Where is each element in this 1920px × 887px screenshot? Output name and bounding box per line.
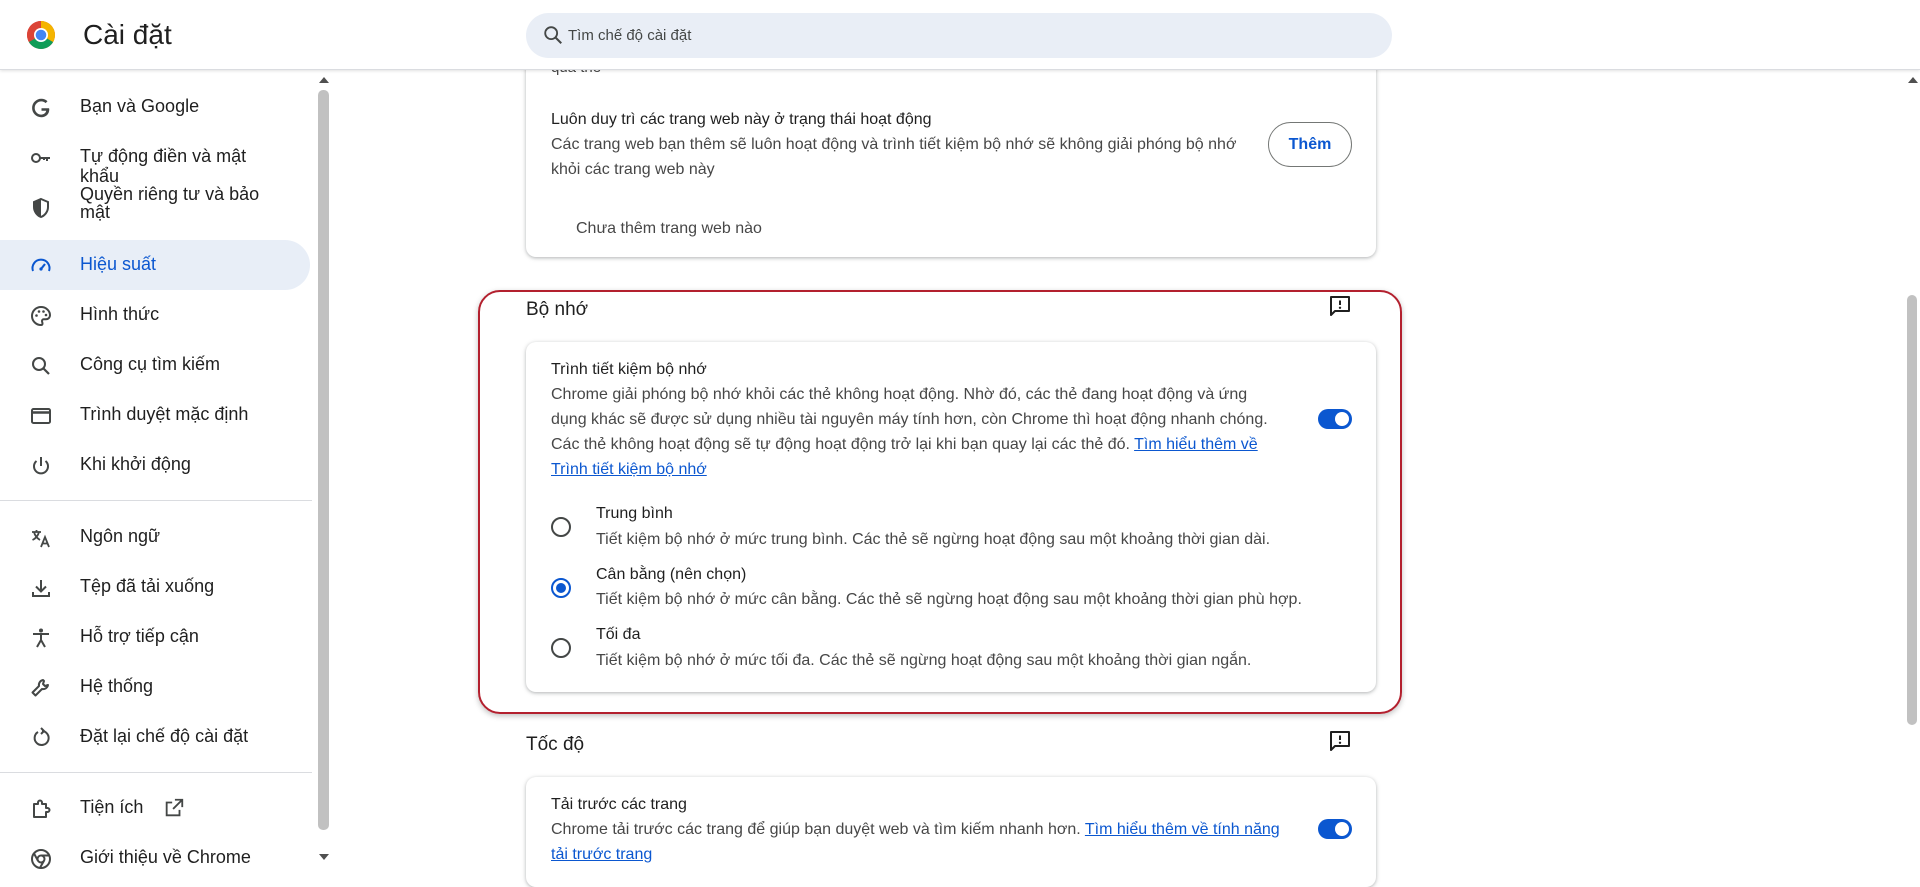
sidebar-item-label: Khi khởi động xyxy=(80,454,191,474)
google-icon xyxy=(29,96,53,120)
power-icon xyxy=(29,454,53,478)
preload-desc: Chrome tải trước các trang để giúp bạn duyệt web và tìm kiếm nhanh hơn. xyxy=(551,821,1081,838)
download-icon xyxy=(29,576,53,600)
keep-active-desc-line1: Các trang web bạn thêm sẽ luôn hoạt động và trình tiết kiệm bộ nhớ sẽ không giải phóng bộ nhớ xyxy=(551,136,1237,153)
sidebar-item-system[interactable] xyxy=(0,662,310,712)
memory-saver-link-row xyxy=(551,457,707,482)
sidebar-item-label: Bạn và Google xyxy=(80,96,200,116)
sidebar-divider xyxy=(0,500,312,501)
search-input[interactable] xyxy=(568,13,1368,58)
reset-icon xyxy=(29,726,53,750)
sidebar-item-you-and-google[interactable] xyxy=(0,82,310,132)
sidebar-item-label: Trình duyệt mặc định xyxy=(80,404,249,424)
feedback-icon[interactable] xyxy=(1328,729,1352,753)
sidebar-divider xyxy=(0,772,312,773)
option-maximum-label: Tối đa xyxy=(596,626,641,643)
sidebar-item-search-engine[interactable] xyxy=(0,340,310,390)
sidebar-item-label: Hình thức xyxy=(80,304,160,324)
search-icon xyxy=(29,354,53,378)
top-bar xyxy=(0,0,1920,70)
sidebar-item-label: Hệ thống xyxy=(80,676,154,696)
sidebar-item-label: Tiện ích xyxy=(80,797,144,817)
learn-more-link[interactable]: Tìm hiểu thêm về xyxy=(1134,436,1258,453)
memory-section-title: Bộ nhớ xyxy=(526,299,589,320)
preload-learn-more-link[interactable]: Tìm hiểu thêm về tính năng xyxy=(1084,821,1280,838)
open-in-new-icon xyxy=(163,797,185,819)
sidebar-item-label: Công cụ tìm kiếm xyxy=(80,354,221,374)
palette-icon xyxy=(29,304,53,328)
scroll-up-arrow-icon[interactable] xyxy=(1907,75,1919,85)
sidebar-item-label: Quyền riêng tư và bảo mật xyxy=(80,184,260,222)
sidebar xyxy=(0,70,318,869)
radio-balanced[interactable] xyxy=(551,578,571,598)
sidebar-item-on-startup[interactable] xyxy=(0,440,310,490)
accessibility-icon xyxy=(29,626,53,650)
sidebar-item-label: Ngôn ngữ xyxy=(80,526,161,546)
sidebar-item-label: Hỗ trợ tiếp cận xyxy=(80,626,199,646)
keep-active-card xyxy=(526,50,1376,257)
wrench-icon xyxy=(29,676,53,700)
preload-card xyxy=(526,777,1376,887)
sidebar-item-default-browser[interactable] xyxy=(0,390,310,440)
sidebar-item-performance[interactable] xyxy=(0,240,310,290)
preload-learn-more-link-cont[interactable]: tải trước trang xyxy=(551,846,653,863)
preload-title: Tải trước các trang xyxy=(551,796,687,813)
sidebar-item-appearance[interactable] xyxy=(0,290,310,340)
sidebar-item-downloads[interactable] xyxy=(0,562,310,612)
sidebar-item-languages[interactable] xyxy=(0,512,310,562)
speed-gauge-icon xyxy=(29,254,53,278)
shield-icon xyxy=(29,196,53,220)
sidebar-item-accessibility[interactable] xyxy=(0,612,310,662)
browser-window-icon xyxy=(29,404,53,428)
preload-toggle[interactable] xyxy=(1318,819,1352,839)
sidebar-scrollbar-thumb[interactable] xyxy=(318,90,329,830)
keep-active-title: Luôn duy trì các trang web này ở trạng thái hoạt động xyxy=(551,111,932,128)
search-box[interactable] xyxy=(526,13,1392,58)
sidebar-item-label: Tệp đã tải xuống xyxy=(80,576,215,596)
memory-saver-desc-line3-row xyxy=(551,432,1258,457)
preload-link-row xyxy=(551,842,652,867)
option-moderate-desc: Tiết kiệm bộ nhớ ở mức trung bình. Các thẻ sẽ ngừng hoạt động sau một khoảng thời gian dài. xyxy=(596,531,1271,548)
main-scrollbar-thumb[interactable] xyxy=(1907,295,1917,725)
memory-saver-card xyxy=(526,342,1376,692)
search-icon xyxy=(542,24,564,46)
memory-saver-desc-line3: Các thẻ không hoạt động sẽ tự động hoạt động trở lại khi bạn quay lại các thẻ đó. xyxy=(551,436,1130,453)
option-balanced-desc: Tiết kiệm bộ nhớ ở mức cân bằng. Các thẻ sẽ ngừng hoạt động sau một khoảng thời gian phù hợp. xyxy=(596,591,1302,608)
page-title: Cài đặt xyxy=(83,19,172,50)
option-balanced-label: Cân bằng (nên chọn) xyxy=(596,566,747,583)
memory-saver-title: Trình tiết kiệm bộ nhớ xyxy=(551,361,707,378)
radio-maximum[interactable] xyxy=(551,638,571,658)
memory-saver-toggle[interactable] xyxy=(1318,409,1352,429)
memory-saver-desc-line1: Chrome giải phóng bộ nhớ khỏi các thẻ không hoạt động. Nhờ đó, các thẻ đang hoạt động và ứng xyxy=(551,386,1248,403)
sidebar-item-label: Hiệu suất xyxy=(80,254,157,274)
learn-more-link-cont[interactable]: Trình tiết kiệm bộ nhớ xyxy=(551,461,707,478)
translate-icon xyxy=(29,526,53,550)
extension-icon xyxy=(29,797,53,821)
sidebar-item-reset[interactable] xyxy=(0,712,310,762)
option-maximum-desc: Tiết kiệm bộ nhớ ở mức tối đa. Các thẻ sẽ ngừng hoạt động sau một khoảng thời gian ngắn. xyxy=(596,652,1252,669)
sidebar-item-privacy[interactable] xyxy=(0,182,310,232)
chrome-icon xyxy=(29,847,53,871)
sidebar-item-label: Giới thiệu về Chrome xyxy=(80,847,251,867)
feedback-icon[interactable] xyxy=(1328,294,1352,318)
add-site-button[interactable]: Thêm xyxy=(1268,122,1352,167)
scroll-up-arrow-icon[interactable] xyxy=(318,75,330,85)
sidebar-item-autofill[interactable] xyxy=(0,132,310,186)
memory-saver-desc-line2: dụng khác sẽ được sử dụng nhiều tài nguyên máy tính hơn, còn Chrome thì hoạt động nhanh chóng. xyxy=(551,411,1268,428)
option-moderate-label: Trung bình xyxy=(596,505,673,522)
chrome-logo-icon xyxy=(26,20,56,50)
empty-sites-text: Chưa thêm trang web nào xyxy=(576,220,762,237)
sidebar-item-about-chrome[interactable] xyxy=(0,833,310,883)
speed-section-title: Tốc độ xyxy=(526,734,585,755)
sidebar-item-label: Tự động điền và mật khẩu xyxy=(80,146,247,186)
sidebar-item-label: Đặt lại chế độ cài đặt xyxy=(80,726,249,746)
radio-moderate[interactable] xyxy=(551,517,571,537)
keep-active-desc-line2: khỏi các trang web này xyxy=(551,161,715,178)
preload-desc-row xyxy=(551,817,1280,842)
sidebar-item-extensions[interactable] xyxy=(0,783,310,833)
scroll-down-arrow-icon[interactable] xyxy=(318,852,330,862)
key-icon xyxy=(29,146,53,170)
